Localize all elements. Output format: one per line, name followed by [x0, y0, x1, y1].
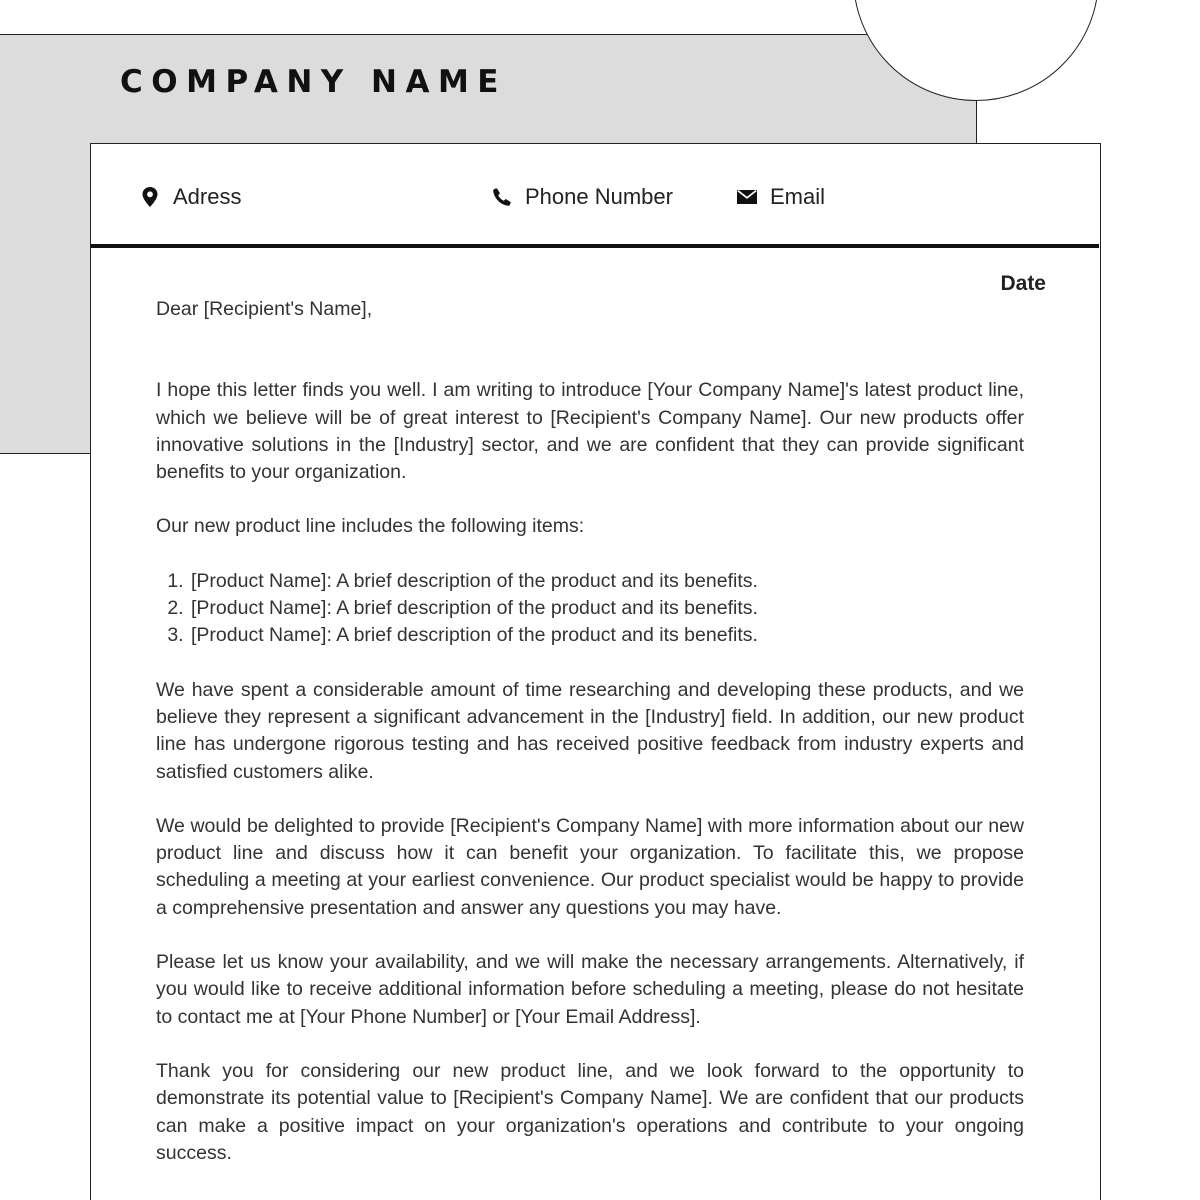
email-text: Email — [770, 184, 826, 209]
letter-body — [156, 296, 1024, 1194]
letter-card — [90, 143, 1101, 1200]
salutation: Dear [Recipient's Name], — [156, 298, 373, 320]
product-item: 1. [Product Name]: A brief description of the product and its benefits. — [189, 568, 1024, 595]
paragraph-availability: Please let us know your availability, and we will make the necessary arrangements. Alternatively, if you would like to receive additional information before scheduling a meeting, please do not hesitate to contact me at [Your Phone Number] or [Your Email Address]. — [156, 951, 1024, 1028]
product-list — [156, 568, 1024, 650]
location-pin-icon — [139, 186, 161, 208]
company-name: COMPANY NAME — [120, 64, 507, 100]
paragraph-thanks: Thank you for considering our new product line, and we look forward to the opportunity to demonstrate its potential value to [Recipient's Company Name]. We are confident that our products can make a positive impact on your organization's operations and contribute to your ongoing success. — [156, 1059, 1024, 1164]
contact-email — [736, 184, 825, 210]
product-item: 2. [Product Name]: A brief description of the product and its benefits. — [189, 595, 1024, 622]
paragraph-meeting: We would be delighted to provide [Recipient's Company Name] with more information about our new product line and discuss how it can benefit your organization. To facilitate this, we propose scheduling a meeting at your earliest convenience. Our product specialist would be happy to provide a comprehensive presentation and answer any questions you may have. — [156, 814, 1024, 919]
phone-icon — [491, 186, 513, 208]
contact-phone — [491, 184, 673, 210]
paragraph-product-intro: Our new product line includes the following items: — [156, 515, 585, 538]
envelope-icon — [736, 186, 758, 208]
contact-address — [139, 184, 241, 210]
phone-text: Phone Number — [525, 184, 673, 209]
address-text: Adress — [173, 184, 242, 209]
paragraph-research: We have spent a considerable amount of time researching and developing these products, and we believe they represent a significant advancement in the [Industry] field. In addition, our new product line has undergone rigorous testing and has received positive feedback from industry experts and satisfied customers alike. — [156, 678, 1024, 783]
contact-bar — [91, 144, 1099, 248]
product-item: 3. [Product Name]: A brief description of the product and its benefits. — [189, 622, 1024, 649]
paragraph-intro: I hope this letter finds you well. I am writing to introduce [Your Company Name]'s latest product line, which we believe will be of great interest to [Recipient's Company Name]. Our new products offer innovative solutions in the [Industry] sector, and we are confident that they can provide significant benefits to your organization. — [156, 379, 1024, 484]
letter-date: Date — [1000, 272, 1046, 295]
